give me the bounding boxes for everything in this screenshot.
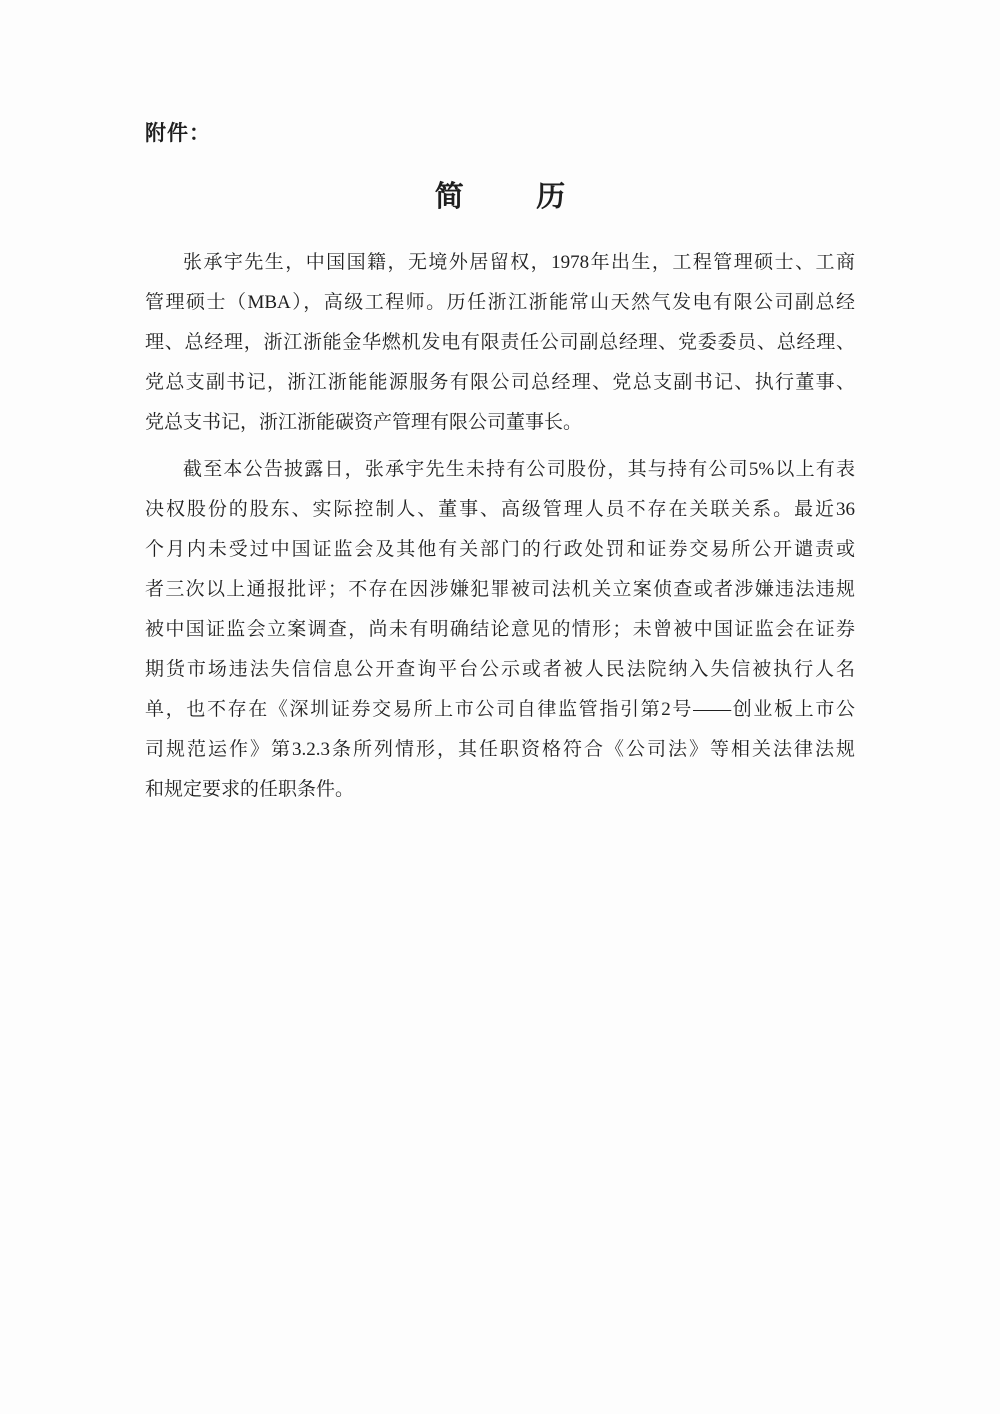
text-line: 党总支书记，浙江浙能碳资产管理有限公司董事长。 bbox=[145, 412, 583, 433]
text-line: 管理硕士（MBA），高级工程师。历任浙江浙能常山天然气发电有限公司副总经 bbox=[145, 292, 855, 313]
text-line: 司规范运作》第3.2.3条所列情形，其任职资格符合《公司法》等相关法律法规 bbox=[145, 739, 855, 760]
document-title: 简 历 bbox=[434, 181, 587, 213]
text-line: 者三次以上通报批评；不存在因涉嫌犯罪被司法机关立案侦查或者涉嫌违法违规 bbox=[145, 579, 855, 600]
document-body bbox=[145, 243, 855, 810]
text-line: 党总支副书记，浙江浙能能源服务有限公司总经理、党总支副书记、执行董事、 bbox=[145, 372, 855, 393]
paragraph bbox=[145, 450, 855, 810]
text-line: 理、总经理，浙江浙能金华燃机发电有限责任公司副总经理、党委委员、总经理、 bbox=[145, 332, 855, 353]
text-line: 个月内未受过中国证监会及其他有关部门的行政处罚和证券交易所公开谴责或 bbox=[145, 539, 855, 560]
text-line: 张承宇先生，中国国籍，无境外居留权，1978年出生，工程管理硕士、工商 bbox=[183, 252, 855, 273]
text-line: 决权股份的股东、实际控制人、董事、高级管理人员不存在关联关系。最近36 bbox=[145, 499, 855, 520]
text-line: 期货市场违法失信信息公开查询平台公示或者被人民法院纳入失信被执行人名 bbox=[145, 659, 855, 680]
attachment-label: 附件： bbox=[145, 121, 211, 145]
text-line: 单，也不存在《深圳证券交易所上市公司自律监管指引第2号——创业板上市公 bbox=[145, 699, 855, 720]
text-line: 和规定要求的任职条件。 bbox=[145, 779, 355, 800]
paragraph bbox=[145, 243, 855, 443]
text-line: 被中国证监会立案调查，尚未有明确结论意见的情形；未曾被中国证监会在证券 bbox=[145, 619, 855, 640]
text-line: 截至本公告披露日，张承宇先生未持有公司股份，其与持有公司5%以上有表 bbox=[183, 459, 855, 480]
